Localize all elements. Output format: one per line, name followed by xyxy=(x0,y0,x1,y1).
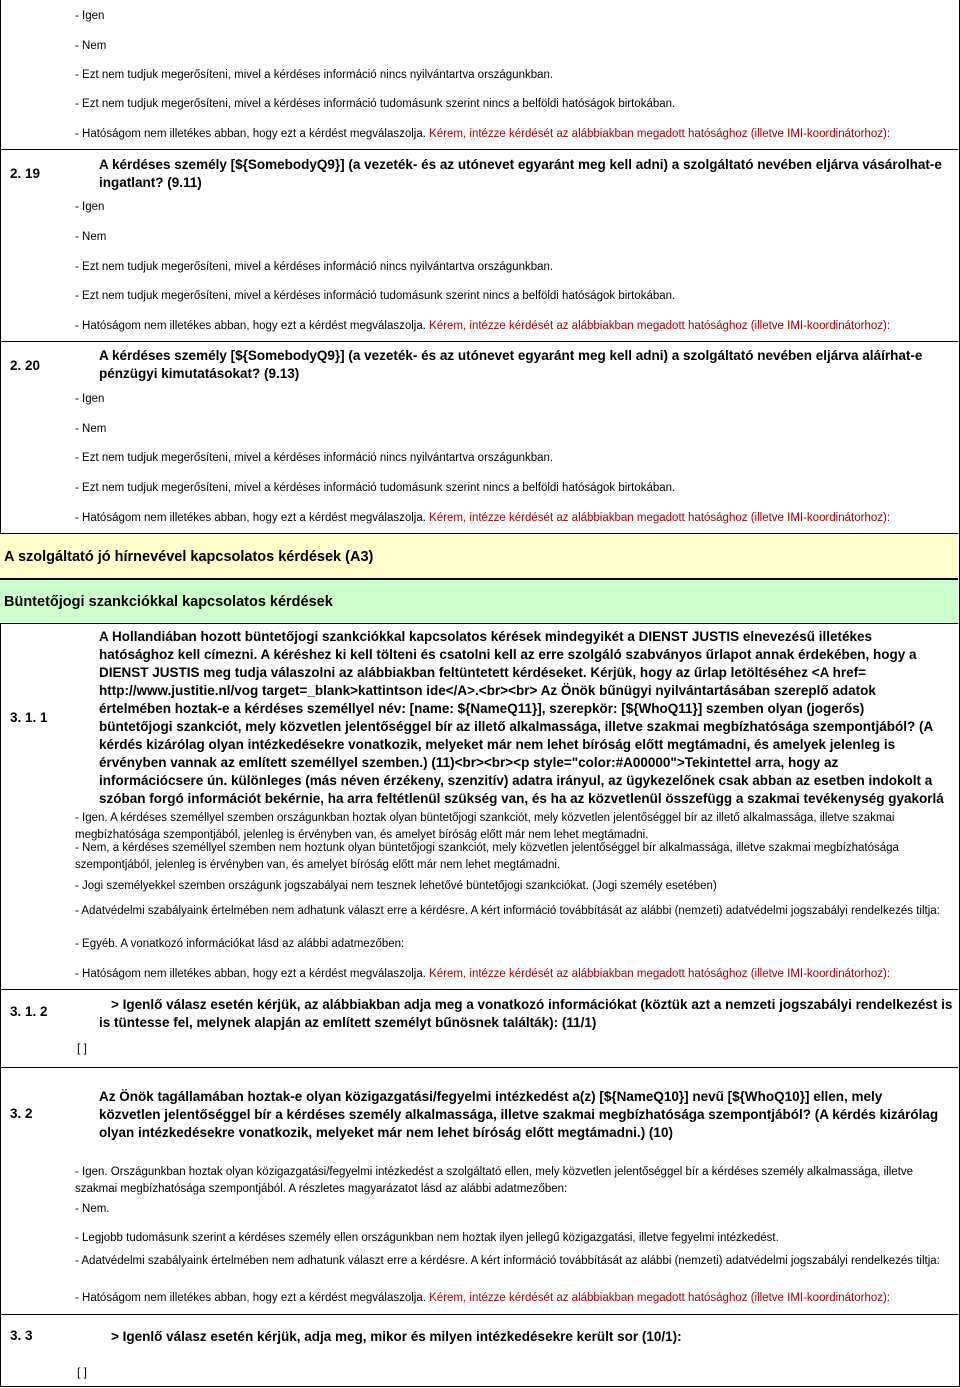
question-text-line: közvetlen jelentőséggel bír a kérdéses személy alkalmassága, illetve szakmai megbízhatósága szempontjából? (A kérdés kizárólag xyxy=(99,1107,939,1122)
answer-no[interactable]: - Nem, a kérdéses személlyel szemben nem hoztunk olyan büntetőjogi szankciót, mely közvetlen jelentőséggel bír alkalmassága, illetve szakmai megbízhatósága szempontjából, jelenleg is érvényben van, és amelyet bíróság előtt már nem lehet megtámadni. xyxy=(75,842,899,871)
option-cannot-confirm-domestic[interactable]: - Ezt nem tudjuk megerősíteni, mivel a kérdéses információ tudomásunk szerint nincs a belföldi hatóságok birtokában. xyxy=(75,482,676,494)
question-text-line: olyan intézkedésekre vonatkozik, melyeket már nem lehet bíróság előtt megtámadni.) (10) xyxy=(99,1125,673,1140)
option-not-competent[interactable]: - Hatóságom nem illetékes abban, hogy ezt a kérdést megválaszolja. Kérem, intézze kérdését az alábbiakban megadott hatósághoz (illetve IMI-koordinátorhoz): xyxy=(75,1292,891,1304)
divider xyxy=(0,1314,958,1315)
option-cannot-confirm-domestic[interactable]: - Ezt nem tudjuk megerősíteni, mivel a kérdéses információ tudomásunk szerint nincs a belföldi hatóságok birtokában. xyxy=(75,290,676,302)
option-no[interactable]: - Nem xyxy=(75,40,107,52)
answer-yes[interactable]: - Igen. A kérdéses személlyel szemben országunkban hoztak olyan büntetőjogi szankciót, mely közvetlen jelentőséggel bír az illető alkalmassága, illetve szakmai megbízhatósága szempontjából, jelenleg is érvényben van, és amelyet bíróság előtt már nem lehet megtámadni. xyxy=(75,812,895,841)
question-text-line: értelmében hoztak-e a kérdéses személlyel név: [name: ${NameQ11}], szerepkör: [${WhoQ11}] szemben olyan (jogerős) xyxy=(99,701,865,716)
question-text-line: büntetőjogi szankciót, mely közvetlen jelentőséggel bír az illető alkalmassága, illetve szakmai megbízhatósága szempontjából? (A xyxy=(99,719,934,734)
option-yes[interactable]: - Igen xyxy=(75,393,105,405)
question-number: 3. 2 xyxy=(10,1106,33,1121)
option-not-competent[interactable]: - Hatóságom nem illetékes abban, hogy ezt a kérdést megválaszolja. Kérem, intézze kérdését az alábbiakban megadott hatósághoz (illetve IMI-koordinátorhoz): xyxy=(75,128,891,140)
option-cannot-confirm-no-record[interactable]: - Ezt nem tudjuk megerősíteni, mivel a kérdéses információ nincs nyilvántartva országunkban. xyxy=(75,452,554,464)
question-text: > Igenlő válasz esetén kérjük, adja meg, mikor és milyen intézkedésekre került sor (10/1): xyxy=(111,1329,682,1344)
option-cannot-confirm-domestic[interactable]: - Ezt nem tudjuk megerősíteni, mivel a kérdéses információ tudomásunk szerint nincs a belföldi hatóságok birtokában. xyxy=(75,98,676,110)
question-number: 3. 1. 2 xyxy=(10,1004,48,1019)
divider xyxy=(0,341,958,342)
option-yes[interactable]: - Igen xyxy=(75,201,105,213)
question-number: 2. 19 xyxy=(10,166,41,181)
answer-data-protection[interactable]: - Adatvédelmi szabályaink értelmében nem adhatunk választ erre a kérdésre. A kért információ továbbítását az alábbi (nemzeti) adatvédelmi jogszabályi rendelkezés tiltja: xyxy=(75,905,940,917)
question-text-line: Az Önök tagállamában hoztak-e olyan közigazgatási/fegyelmi intézkedést a(z) [${NameQ10}] nevű [${WhoQ10}] ellen, mely xyxy=(99,1089,883,1104)
question-text-line: érvényben vannak az említett személlyel szemben.) (11)<br><br><p style="color:#A00000">Tekintettel arra, hogy az xyxy=(99,755,839,770)
question-number: 3. 3 xyxy=(10,1328,33,1343)
question-text-line: információcsere ún. különleges (más néven érzékeny, szenzitív) adatra irányul, az ügykezelőnek csak abban az esetben indokolt a xyxy=(99,773,933,788)
section-header-criminal: Büntetőjogi szankciókkal kapcsolatos kérdések xyxy=(0,579,958,624)
question-text-line: A Hollandiában hozott büntetőjogi szankciókkal kapcsolatos kérések mindegyikét a DIENST JUSTIS elnevezésű illetékes xyxy=(99,629,872,644)
question-text-line: > Igenlő válasz esetén kérjük, az alábbiakban adja meg a vonatkozó információkat (köztük azt a nemzeti jogszabályi rendelkezést is xyxy=(111,997,953,1012)
question-number: 2. 20 xyxy=(10,358,41,373)
answer-legal-person[interactable]: - Jogi személyekkel szemben országunk jogszabályai nem tesznek lehetővé büntetőjogi szankciókat. (Jogi személy esetében) xyxy=(75,880,717,892)
answer-yes[interactable]: - Igen. Országunkban hoztak olyan közigazgatási/fegyelmi intézkedést a szolgáltató ellen, mely közvetlen jelentőséggel bír a kérdéses személy alkalmassága, illetve szakmai megbízhatósága szempontjából. A részletes magyarázatot lásd az alábbi adatmezőben: xyxy=(75,1166,914,1195)
divider xyxy=(0,149,958,150)
answer-best-knowledge[interactable]: - Legjobb tudomásunk szerint a kérdéses személy ellen országunkban nem hoztak ilyen jellegű közigazgatási, illetve fegyelmi intézkedést. xyxy=(75,1232,779,1244)
question-text-line: szóban forgó információt bekérnie, ha arra feltétlenül szükség van, és ha az közvetlenül összefügg a szakmai tevékenység gyakorlá xyxy=(99,791,944,806)
question-text: A kérdéses személy [${SomebodyQ9}] (a vezeték- és az utónevet egyaránt meg kell adni) a szolgáltató nevében eljárva vásárolhat-e ingatlant? (9.11) xyxy=(99,157,942,190)
question-text-line: http://www.justitie.nl/vog target=_blank>kattintson ide</A>.<br><br> Az Önök bűnügyi nyilvántartásában szereplő adatok xyxy=(99,683,876,698)
option-cannot-confirm-no-record[interactable]: - Ezt nem tudjuk megerősíteni, mivel a kérdéses információ nincs nyilvántartva országunkban. xyxy=(75,69,554,81)
option-cannot-confirm-no-record[interactable]: - Ezt nem tudjuk megerősíteni, mivel a kérdéses információ nincs nyilvántartva országunkban. xyxy=(75,261,554,273)
question-text-line: hatósághoz kell címezni. A kéréshez ki kell tölteni és csatolni kell az erre szolgáló szabványos űrlapot annak érdekében, hogy a xyxy=(99,647,917,662)
option-yes[interactable]: - Igen xyxy=(75,10,105,22)
divider xyxy=(0,989,958,990)
option-not-competent[interactable]: - Hatóságom nem illetékes abban, hogy ezt a kérdést megválaszolja. Kérem, intézze kérdését az alábbiakban megadott hatósághoz (illetve IMI-koordinátorhoz): xyxy=(75,512,891,524)
section-header-a3: A szolgáltató jó hírnevével kapcsolatos kérdések (A3) xyxy=(0,533,958,579)
divider xyxy=(0,1067,958,1068)
question-text-line: pénzügyi kimutatásokat? (9.13) xyxy=(99,366,300,381)
question-text-line: DIENST JUSTIS meg tudja válaszolni az alábbiakban feltüntetett kérdéseket. Kérjük, hogy az űrlap letöltéséhez <A href= xyxy=(99,665,866,680)
option-not-competent[interactable]: - Hatóságom nem illetékes abban, hogy ezt a kérdést megválaszolja. Kérem, intézze kérdését az alábbiakban megadott hatósághoz (illetve IMI-koordinátorhoz): xyxy=(75,320,891,332)
answer-field[interactable]: [ ] xyxy=(77,1041,88,1055)
answer-field[interactable]: [ ] xyxy=(77,1365,88,1379)
option-not-competent[interactable]: - Hatóságom nem illetékes abban, hogy ezt a kérdést megválaszolja. Kérem, intézze kérdését az alábbiakban megadott hatósághoz (illetve IMI-koordinátorhoz): xyxy=(75,968,891,980)
option-no[interactable]: - Nem xyxy=(75,423,107,435)
question-number: 3. 1. 1 xyxy=(10,710,48,725)
question-text-line: is tüntesse fel, melynek alapján az említett személyt bűnösnek találták): (11/1) xyxy=(99,1015,597,1030)
answer-data-protection[interactable]: - Adatvédelmi szabályaink értelmében nem adhatunk választ erre a kérdésre. A kért információ továbbítását az alábbi (nemzeti) adatvédelmi jogszabályi rendelkezés tiltja: xyxy=(75,1255,940,1267)
question-text-line: kérdés kizárólag olyan intézkedésekre vonatkozik, melyeket már nem lehet bíróság előtt megtámadni, és amelyek jelenleg is xyxy=(99,737,896,752)
option-no[interactable]: - Nem xyxy=(75,231,107,243)
answer-no[interactable]: - Nem. xyxy=(75,1203,110,1215)
question-text-line: A kérdéses személy [${SomebodyQ9}] (a vezeték- és az utónevet egyaránt meg kell adni) a szolgáltató nevében eljárva aláírhat-e xyxy=(99,348,923,363)
answer-other[interactable]: - Egyéb. A vonatkozó információkat lásd az alábbi adatmezőben: xyxy=(75,938,405,950)
